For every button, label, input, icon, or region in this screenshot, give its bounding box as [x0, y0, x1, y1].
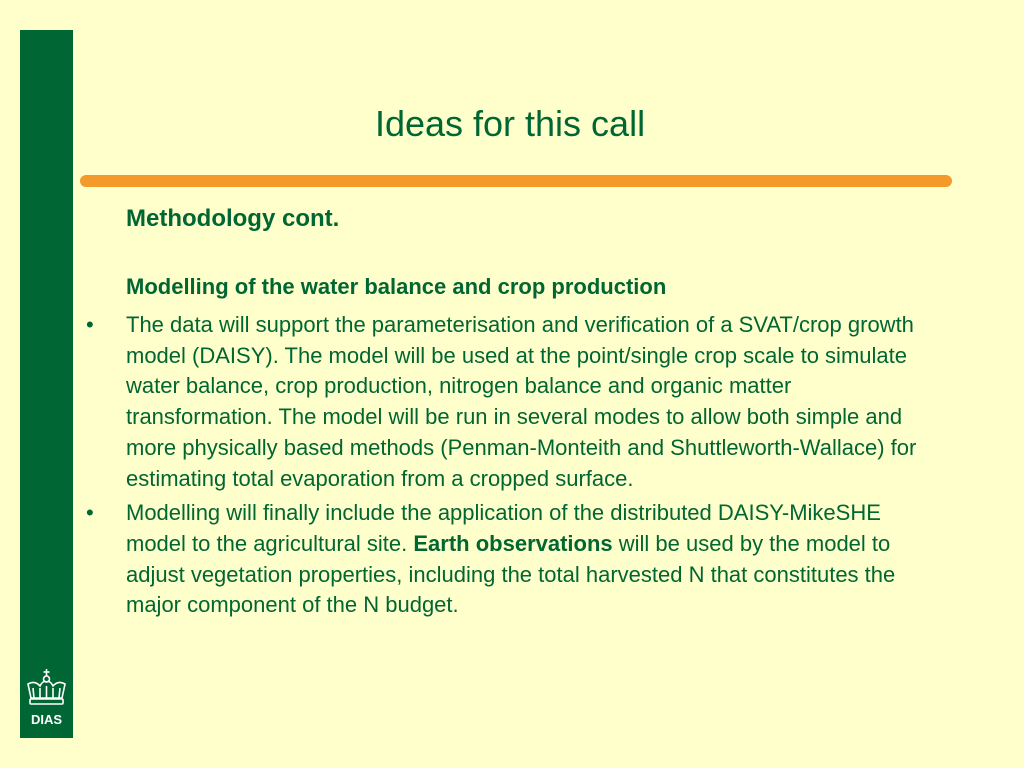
bullet-bold-text: Earth observations: [413, 530, 613, 556]
crown-icon: [25, 668, 68, 708]
section-heading: Methodology cont.: [126, 205, 340, 232]
bullet-mark: •: [86, 500, 94, 526]
title-divider: [80, 175, 952, 187]
bullet-item: [86, 310, 926, 494]
slide-title-text: Ideas for this call: [374, 103, 646, 144]
bullet-item: [86, 498, 926, 621]
bullet-text: will be used by the model to adjust vegetation properties, including the total harvested N that constitutes the major component of the N budget.: [126, 530, 896, 618]
slide-title: [0, 103, 1024, 145]
bullet-list: [86, 310, 926, 625]
bullet-text: The data will support the parameterisation and verification of a SVAT/crop growth model (DAISY). The model will be used at the point/single crop scale to simulate water balance, crop production, nitrogen balance and organic matter transformation. The model will be run in several modes to allow both simple and more physically based methods (Penman-Monteith and Shuttleworth-Wallace) for estimating total evaporation from a cropped surface.: [126, 312, 917, 491]
logo-text: DIAS: [30, 712, 63, 727]
bullet-mark: •: [86, 312, 94, 337]
section-subheading: Modelling of the water balance and crop production: [126, 274, 667, 299]
bullet-text: Modelling will finally include the application of the distributed DAISY-MikeSHE model to the agricultural site.: [126, 500, 881, 556]
